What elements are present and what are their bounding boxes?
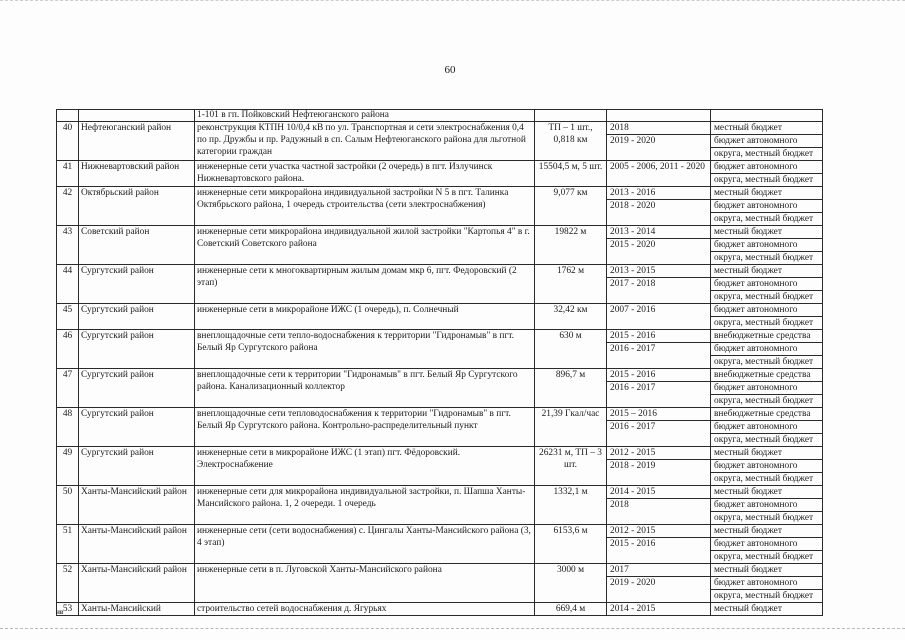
scan-edge-bottom <box>0 628 905 630</box>
period-line: 2012 - 2015 <box>610 526 656 536</box>
funding-source-line: округа, местный бюджет <box>711 511 822 524</box>
cell-source <box>711 603 823 616</box>
cell-volume: 630 м <box>535 330 607 369</box>
cell-description: инженерные сети микрорайона индивидуальной застройки N 5 в пгт. Талинка Октябрьского района, 1 очередь строительства (сети электроснабжения) <box>195 187 535 226</box>
table-row <box>57 447 823 486</box>
funding-source-line: местный бюджет <box>714 266 782 276</box>
cell-district: Ханты-Мансийский район <box>79 486 195 525</box>
period-line: 2012 - 2015 <box>610 448 656 458</box>
funding-source-line: местный бюджет <box>714 227 782 237</box>
period-line: 2015 - 2016 <box>610 370 656 380</box>
cell-district <box>79 110 195 122</box>
cell-district: Сургутский район <box>79 304 195 330</box>
funding-source-line: местный бюджет <box>714 565 782 575</box>
cell-volume: 21,39 Гкал/час <box>535 408 607 447</box>
cell-description: внеплощадочные сети тепло-водоснабжения к территории "Гидронамыв" в пгт. Белый Яр Сургутского района <box>195 330 535 369</box>
funding-source-line: бюджет автономного <box>711 238 822 251</box>
period-line: 2017 - 2018 <box>607 277 710 290</box>
period-line: 2019 - 2020 <box>607 576 710 589</box>
cell-description: строительство сетей водоснабжения д. Ягурьях <box>195 603 535 616</box>
cell-volume: 896,7 м <box>535 369 607 408</box>
funding-source-line: округа, местный бюджет <box>711 550 822 563</box>
funding-source-line: округа, местный бюджет <box>711 433 822 446</box>
cell-source <box>711 525 823 564</box>
funding-source-line: бюджет автономного <box>711 199 822 212</box>
cell-district: Ханты-Мансийский район <box>79 525 195 564</box>
cell-source <box>711 187 823 226</box>
cell-district: Ханты-Мансийский район <box>79 564 195 603</box>
funding-source-line: бюджет автономного <box>711 537 822 550</box>
cell-period <box>607 408 711 447</box>
funding-source-line: округа, местный бюджет <box>711 394 822 407</box>
funding-source-line: внебюджетные средства <box>714 409 811 419</box>
cell-period <box>607 226 711 265</box>
funding-source-line: округа, местный бюджет <box>711 290 822 303</box>
cell-num: 48 <box>57 408 79 447</box>
cell-period <box>607 265 711 304</box>
period-line: 2019 - 2020 <box>607 134 710 147</box>
scan-edge-top <box>0 0 905 9</box>
cell-num: 43 <box>57 226 79 265</box>
table-row <box>57 330 823 369</box>
cell-description: инженерные сети (сети водоснабжения) с. Цингалы Ханты-Мансийского района (3, 4 этап) <box>195 525 535 564</box>
cell-description: инженерные сети в п. Луговской Ханты-Мансийского района <box>195 564 535 603</box>
cell-district: Октябрьский район <box>79 187 195 226</box>
cell-district: Сургутский район <box>79 330 195 369</box>
cell-volume: 1762 м <box>535 265 607 304</box>
funding-source-line: бюджет автономного <box>711 134 822 147</box>
table-row <box>57 122 823 161</box>
cell-volume: 6153,6 м <box>535 525 607 564</box>
cell-period <box>607 447 711 486</box>
cell-num: 44 <box>57 265 79 304</box>
funding-source-line: местный бюджет <box>714 123 782 133</box>
cell-period <box>607 564 711 603</box>
cell-district: Нефтеюганский район <box>79 122 195 161</box>
table-row <box>57 525 823 564</box>
cell-source <box>711 564 823 603</box>
cell-num: 42 <box>57 187 79 226</box>
cell-num: 53 <box>57 603 79 616</box>
cell-volume <box>535 110 607 122</box>
table-row <box>57 564 823 603</box>
table-row <box>57 369 823 408</box>
table-row <box>57 304 823 330</box>
cell-description: 1-101 в гп. Пойковский Нефтеюганского района <box>195 110 535 122</box>
table-row <box>57 265 823 304</box>
program-table <box>56 109 823 616</box>
cell-volume: 9,077 км <box>535 187 607 226</box>
table-row-continuation <box>57 110 823 122</box>
cell-source <box>711 265 823 304</box>
period-line: 2018 <box>607 498 710 511</box>
table-row <box>57 226 823 265</box>
table-row <box>57 161 823 187</box>
cell-description: инженерные сети в микрорайоне ИЖС (1 этап) пгт. Фёдоровский. Электроснабжение <box>195 447 535 486</box>
cell-district: Сургутский район <box>79 408 195 447</box>
period-line: 2016 - 2017 <box>607 381 710 394</box>
cell-num: 40 <box>57 122 79 161</box>
cell-description: инженерные сети участка частной застройки (2 очередь) в пгт. Излучинск Нижневартовского района. <box>195 161 535 187</box>
funding-source-line: округа, местный бюджет <box>711 212 822 225</box>
cell-num: 45 <box>57 304 79 330</box>
table-body <box>57 110 823 616</box>
cell-description: инженерные сети микрорайона индивидуальной жилой застройки "Картопья 4" в г. Советский Советского района <box>195 226 535 265</box>
period-line: 2017 <box>610 565 629 575</box>
period-line: 2015 - 2016 <box>607 537 710 550</box>
cell-district: Нижневартовский район <box>79 161 195 187</box>
cell-source <box>711 447 823 486</box>
cell-num: 46 <box>57 330 79 369</box>
cell-district: Ханты-Мансийский <box>79 603 195 616</box>
cell-volume: 3000 м <box>535 564 607 603</box>
cell-volume: 19822 м <box>535 226 607 265</box>
cell-num: 51 <box>57 525 79 564</box>
cell-num <box>57 110 79 122</box>
funding-source-line: местный бюджет <box>714 448 782 458</box>
cell-num: 41 <box>57 161 79 187</box>
cell-period <box>607 304 711 330</box>
funding-source-line: внебюджетные средства <box>714 370 811 380</box>
funding-source-line: округа, местный бюджет <box>711 147 822 160</box>
funding-source-line: местный бюджет <box>714 526 782 536</box>
cell-period <box>607 161 711 187</box>
cell-district: Советский район <box>79 226 195 265</box>
footer-mark: HB <box>56 611 64 616</box>
table-row <box>57 187 823 226</box>
cell-description: инженерные сети для микрорайона индивидуальной застройки, п. Шапша Ханты-Мансийского района. 1, 2 очереди. 1 очередь <box>195 486 535 525</box>
cell-description: внеплощадочные сети к территории "Гидронамыв" в пгт. Белый Яр Сургутского района. Канализационный коллектор <box>195 369 535 408</box>
cell-source <box>711 486 823 525</box>
cell-period <box>607 187 711 226</box>
cell-source <box>711 330 823 369</box>
funding-source-line: местный бюджет <box>714 487 782 497</box>
period-line: 2016 - 2017 <box>607 342 710 355</box>
cell-period <box>607 603 711 616</box>
funding-source-line: бюджет автономного <box>714 305 798 315</box>
funding-source-line: бюджет автономного <box>711 459 822 472</box>
funding-source-line: округа, местный бюджет <box>711 355 822 368</box>
cell-description: реконструкция КТПН 10/0,4 кВ по ул. Транспортная и сети электроснабжения 0,4 по пр. Дружбы и пр. Радужный в сп. Салым Нефтеюганского района для льготной категории граждан <box>195 122 535 161</box>
funding-source-line: округа, местный бюджет <box>711 173 822 186</box>
period-line: 2013 - 2016 <box>610 188 656 198</box>
period-line: 2013 - 2014 <box>610 227 656 237</box>
funding-source-line: внебюджетные средства <box>714 331 811 341</box>
cell-source <box>711 408 823 447</box>
period-line: 2005 - 2006, 2011 - 2020 <box>610 162 705 172</box>
cell-num: 49 <box>57 447 79 486</box>
cell-num: 47 <box>57 369 79 408</box>
period-line: 2018 - 2020 <box>607 199 710 212</box>
period-line: 2014 - 2015 <box>610 487 656 497</box>
period-line: 2013 - 2015 <box>610 266 656 276</box>
cell-source <box>711 110 823 122</box>
period-line: 2018 <box>610 123 629 133</box>
funding-source-line: бюджет автономного <box>711 342 822 355</box>
cell-period <box>607 110 711 122</box>
cell-num: 50 <box>57 486 79 525</box>
cell-volume: 1332,1 м <box>535 486 607 525</box>
cell-period <box>607 122 711 161</box>
cell-source <box>711 122 823 161</box>
period-line: 2014 - 2015 <box>610 604 656 614</box>
table-row <box>57 408 823 447</box>
page-number: 60 <box>444 64 456 76</box>
cell-district: Сургутский район <box>79 265 195 304</box>
cell-source <box>711 304 823 330</box>
cell-description: инженерные сети в микрорайоне ИЖС (1 очередь), п. Солнечный <box>195 304 535 330</box>
funding-source-line: бюджет автономного <box>711 277 822 290</box>
cell-source <box>711 161 823 187</box>
funding-source-line: местный бюджет <box>714 188 782 198</box>
table-row <box>57 603 823 616</box>
funding-source-line: бюджет автономного <box>711 498 822 511</box>
period-line: 2015 - 2020 <box>607 238 710 251</box>
period-line: 2016 - 2017 <box>607 420 710 433</box>
cell-source <box>711 226 823 265</box>
cell-source <box>711 369 823 408</box>
cell-num: 52 <box>57 564 79 603</box>
period-line: 2015 – 2016 <box>610 409 657 419</box>
cell-volume: 26231 м, ТП – 3 шт. <box>535 447 607 486</box>
cell-period <box>607 486 711 525</box>
cell-volume: 32,42 км <box>535 304 607 330</box>
funding-source-line: округа, местный бюджет <box>711 472 822 485</box>
period-line: 2018 - 2019 <box>607 459 710 472</box>
cell-description: внеплощадочные сети тепловодоснабжения к территории "Гидронамыв" в пгт. Белый Яр Сургутского района. Контрольно-распределительный пункт <box>195 408 535 447</box>
cell-period <box>607 330 711 369</box>
table-row <box>57 486 823 525</box>
cell-description: инженерные сети к многоквартирным жилым домам мкр 6, пгт. Федоровский (2 этап) <box>195 265 535 304</box>
cell-volume: 669,4 м <box>535 603 607 616</box>
cell-period <box>607 525 711 564</box>
cell-period <box>607 369 711 408</box>
period-line: 2007 - 2016 <box>610 305 656 315</box>
funding-source-line: местный бюджет <box>714 604 782 614</box>
funding-source-line: бюджет автономного <box>714 162 798 172</box>
funding-source-line: бюджет автономного <box>711 381 822 394</box>
funding-source-line: бюджет автономного <box>711 576 822 589</box>
funding-source-line: округа, местный бюджет <box>711 251 822 264</box>
period-line: 2015 - 2016 <box>610 331 656 341</box>
cell-volume: ТП – 1 шт., 0,818 км <box>535 122 607 161</box>
funding-source-line: округа, местный бюджет <box>711 316 822 329</box>
cell-district: Сургутский район <box>79 369 195 408</box>
cell-volume: 15504,5 м, 5 шт. <box>535 161 607 187</box>
funding-source-line: округа, местный бюджет <box>711 589 822 602</box>
cell-district: Сургутский район <box>79 447 195 486</box>
funding-source-line: бюджет автономного <box>711 420 822 433</box>
